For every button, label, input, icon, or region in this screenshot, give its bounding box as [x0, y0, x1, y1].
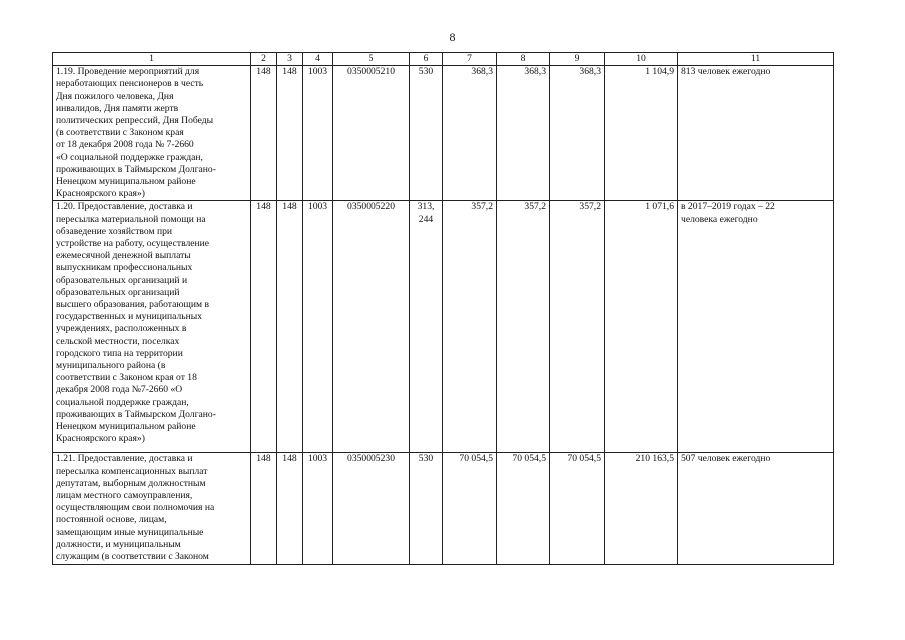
- column-header: 5: [333, 53, 410, 66]
- row-description: 1.21. Предоставление, доставка и пересылка компенсационных выплат депутатам, выборным должностным лицам местного самоуправления, осуществляющим свои полномочия на постоянной основе, лицам, замещающим иные муниципальные должности, и муниципальным служащим (в соответствии с Законом: [53, 453, 251, 565]
- column-header: 10: [605, 53, 678, 66]
- header-row: [53, 53, 834, 66]
- cell-col-9: 70 054,5: [550, 453, 605, 565]
- column-header: 9: [550, 53, 605, 66]
- cell-col-5: 0350005220: [333, 201, 410, 453]
- cell-col-2: 148: [251, 201, 277, 453]
- cell-col-2: 148: [251, 453, 277, 565]
- table-row: [53, 66, 834, 201]
- row-description: 1.20. Предоставление, доставка и пересылка материальной помощи на обзаведение хозяйством при устройстве на работу, осуществление ежемесячной денежной выплаты выпускникам профессиональных образовательных организаций и образовательных организаций высшего образования, работающим в государственных и муниципальных учреждениях, расположенных в сельской местности, поселках городского типа на территории муниципального района (в соответствии с Законом края от 18 декабря 2008 года №7-2660 «О социальной поддержке граждан, проживающих в Таймырском Долгано- Ненецком муниципальном районе Красноярского края»): [53, 201, 251, 453]
- cell-col-4: 1003: [303, 453, 333, 565]
- cell-col-5: 0350005230: [333, 453, 410, 565]
- cell-col-3: 148: [277, 66, 303, 201]
- cell-col-11: в 2017–2019 годах – 22 человека ежегодно: [678, 201, 834, 453]
- column-header: 4: [303, 53, 333, 66]
- column-header: 2: [251, 53, 277, 66]
- cell-col-10: 1 104,9: [605, 66, 678, 201]
- cell-col-11: 507 человек ежегодно: [678, 453, 834, 565]
- row-description: 1.19. Проведение мероприятий для неработающих пенсионеров в честь Дня пожилого человека, Дня инвалидов, Дня памяти жертв политических репрессий, Дня Победы (в соответствии с Законом края от 18 декабря 2008 года № 7-2660 «О социальной поддержке граждан, проживающих в Таймырском Долгано- Ненецком муниципальном районе Красноярского края»): [53, 66, 251, 201]
- cell-col-11: 813 человек ежегодно: [678, 66, 834, 201]
- cell-col-8: 70 054,5: [497, 453, 550, 565]
- cell-col-3: 148: [277, 201, 303, 453]
- cell-col-10: 210 163,5: [605, 453, 678, 565]
- column-header: 1: [53, 53, 251, 66]
- cell-col-8: 368,3: [497, 66, 550, 201]
- cell-col-10: 1 071,6: [605, 201, 678, 453]
- table-row: [53, 201, 834, 453]
- cell-col-8: 357,2: [497, 201, 550, 453]
- cell-col-2: 148: [251, 66, 277, 201]
- cell-col-7: 368,3: [443, 66, 497, 201]
- cell-col-6: 530: [410, 66, 443, 201]
- cell-col-3: 148: [277, 453, 303, 565]
- page-number: 8: [449, 30, 456, 44]
- cell-col-4: 1003: [303, 201, 333, 453]
- cell-col-6: 313, 244: [410, 201, 443, 453]
- cell-col-7: 70 054,5: [443, 453, 497, 565]
- cell-col-5: 0350005210: [333, 66, 410, 201]
- column-header: 3: [277, 53, 303, 66]
- budget-table: [52, 52, 834, 565]
- cell-col-4: 1003: [303, 66, 333, 201]
- cell-col-7: 357,2: [443, 201, 497, 453]
- column-header: 11: [678, 53, 834, 66]
- cell-col-9: 357,2: [550, 201, 605, 453]
- cell-col-6: 530: [410, 453, 443, 565]
- column-header: 8: [497, 53, 550, 66]
- column-header: 6: [410, 53, 443, 66]
- column-header: 7: [443, 53, 497, 66]
- cell-col-9: 368,3: [550, 66, 605, 201]
- table-row: [53, 453, 834, 565]
